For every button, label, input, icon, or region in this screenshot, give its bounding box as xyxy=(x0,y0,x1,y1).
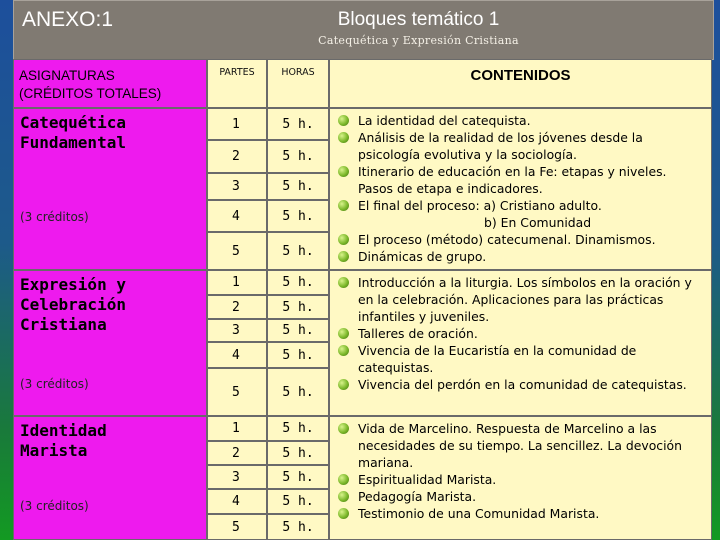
content-item xyxy=(338,420,705,471)
contents-list xyxy=(338,112,705,265)
content-text: Pedagogía Marista. xyxy=(358,489,477,504)
part-number: 5 xyxy=(207,514,267,540)
content-text: El final del proceso: a) Cristiano adulto. xyxy=(358,198,602,213)
content-text: El proceso (método) catecumenal. Dinamismos. xyxy=(358,232,656,247)
content-item xyxy=(338,376,705,393)
content-item xyxy=(338,471,705,488)
bloque-subtitle: Catequética y Expresión Cristiana xyxy=(318,34,519,47)
contents-cell xyxy=(329,270,712,416)
part-number: 5 xyxy=(207,368,267,416)
part-number: 5 xyxy=(207,232,267,270)
subject-name: Identidad Marista xyxy=(20,421,107,460)
hours-value: 5 h. xyxy=(267,270,329,295)
subject-credits: (3 créditos) xyxy=(20,499,89,513)
bullet-icon xyxy=(338,423,349,434)
bullet-icon xyxy=(338,491,349,502)
bullet-icon xyxy=(338,132,349,143)
content-item xyxy=(338,197,705,214)
hours-value: 5 h. xyxy=(267,295,329,319)
anexo-label: ANEXO: xyxy=(22,8,102,31)
subject-cell xyxy=(13,416,207,540)
column-header-contenidos: CONTENIDOS xyxy=(329,59,712,108)
hours-value: 5 h. xyxy=(267,514,329,540)
part-number: 3 xyxy=(207,173,267,200)
hours-value: 5 h. xyxy=(267,489,329,514)
contents-cell xyxy=(329,108,712,270)
title-bar xyxy=(13,0,714,60)
content-item xyxy=(338,325,705,342)
content-item xyxy=(338,342,705,376)
content-item xyxy=(338,505,705,522)
content-text: b) En Comunidad xyxy=(358,215,592,230)
content-text: Testimonio de una Comunidad Marista. xyxy=(358,506,600,521)
column-header-partes: PARTES xyxy=(207,59,267,108)
bullet-icon xyxy=(338,508,349,519)
part-number: 3 xyxy=(207,319,267,342)
contents-cell xyxy=(329,416,712,540)
column-header-asignaturas: ASIGNATURAS (CRÉDITOS TOTALES) xyxy=(13,59,207,108)
bullet-icon xyxy=(338,234,349,245)
hours-value: 5 h. xyxy=(267,108,329,140)
subject-cell xyxy=(13,270,207,416)
bullet-icon xyxy=(338,166,349,177)
part-number: 4 xyxy=(207,200,267,232)
bullet-icon xyxy=(338,251,349,262)
part-number: 4 xyxy=(207,489,267,514)
content-item xyxy=(338,163,705,197)
contents-list xyxy=(338,420,705,522)
subject-name: Catequética Fundamental xyxy=(20,113,126,152)
content-item xyxy=(338,214,705,231)
content-text: Vivencia de la Eucaristía en la comunidad de catequistas. xyxy=(358,343,641,375)
bullet-icon xyxy=(338,345,349,356)
bullet-icon xyxy=(338,328,349,339)
content-item xyxy=(338,231,705,248)
contents-list xyxy=(338,274,705,393)
part-number: 2 xyxy=(207,441,267,465)
hours-value: 5 h. xyxy=(267,416,329,441)
part-number: 1 xyxy=(207,270,267,295)
content-item xyxy=(338,112,705,129)
content-text: Vivencia del perdón en la comunidad de catequistas. xyxy=(358,377,687,392)
content-text: Introducción a la liturgia. Los símbolos en la oración y en la celebración. Aplicaciones para las prácticas infantiles y juveniles. xyxy=(358,275,696,324)
part-number: 4 xyxy=(207,342,267,368)
bloque-title: Bloques temático 1 xyxy=(337,9,500,30)
subject-name: Expresión y Celebración Cristiana xyxy=(20,275,126,334)
hours-value: 5 h. xyxy=(267,441,329,465)
subject-credits: (3 créditos) xyxy=(20,210,89,224)
part-number: 3 xyxy=(207,465,267,489)
hours-value: 5 h. xyxy=(267,140,329,173)
content-text: La identidad del catequista. xyxy=(358,113,531,128)
subject-cell xyxy=(13,108,207,270)
bullet-icon xyxy=(338,200,349,211)
anexo-number: 1 xyxy=(101,8,114,31)
hours-value: 5 h. xyxy=(267,368,329,416)
hours-value: 5 h. xyxy=(267,319,329,342)
hours-value: 5 h. xyxy=(267,342,329,368)
hours-value: 5 h. xyxy=(267,173,329,200)
content-item xyxy=(338,488,705,505)
hours-value: 5 h. xyxy=(267,200,329,232)
bullet-icon xyxy=(338,277,349,288)
content-text: Itinerario de educación en la Fe: etapas y niveles. Pasos de etapa e indicadores. xyxy=(358,164,671,196)
content-text: Espiritualidad Marista. xyxy=(358,472,497,487)
part-number: 1 xyxy=(207,108,267,140)
content-item xyxy=(338,274,705,325)
content-item xyxy=(338,248,705,265)
bullet-icon xyxy=(338,379,349,390)
part-number: 2 xyxy=(207,295,267,319)
hours-value: 5 h. xyxy=(267,232,329,270)
part-number: 1 xyxy=(207,416,267,441)
content-text: Vida de Marcelino. Respuesta de Marcelino a las necesidades de su tiempo. La sencillez. La devoción mariana. xyxy=(358,421,686,470)
content-text: Dinámicas de grupo. xyxy=(358,249,487,264)
subject-credits: (3 créditos) xyxy=(20,377,89,391)
part-number: 2 xyxy=(207,140,267,173)
bullet-icon xyxy=(338,115,349,126)
bullet-icon xyxy=(338,474,349,485)
content-text: Talleres de oración. xyxy=(358,326,478,341)
content-text: Análisis de la realidad de los jóvenes desde la psicología evolutiva y la sociología. xyxy=(358,130,647,162)
column-header-horas: HORAS xyxy=(267,59,329,108)
hours-value: 5 h. xyxy=(267,465,329,489)
content-item xyxy=(338,129,705,163)
